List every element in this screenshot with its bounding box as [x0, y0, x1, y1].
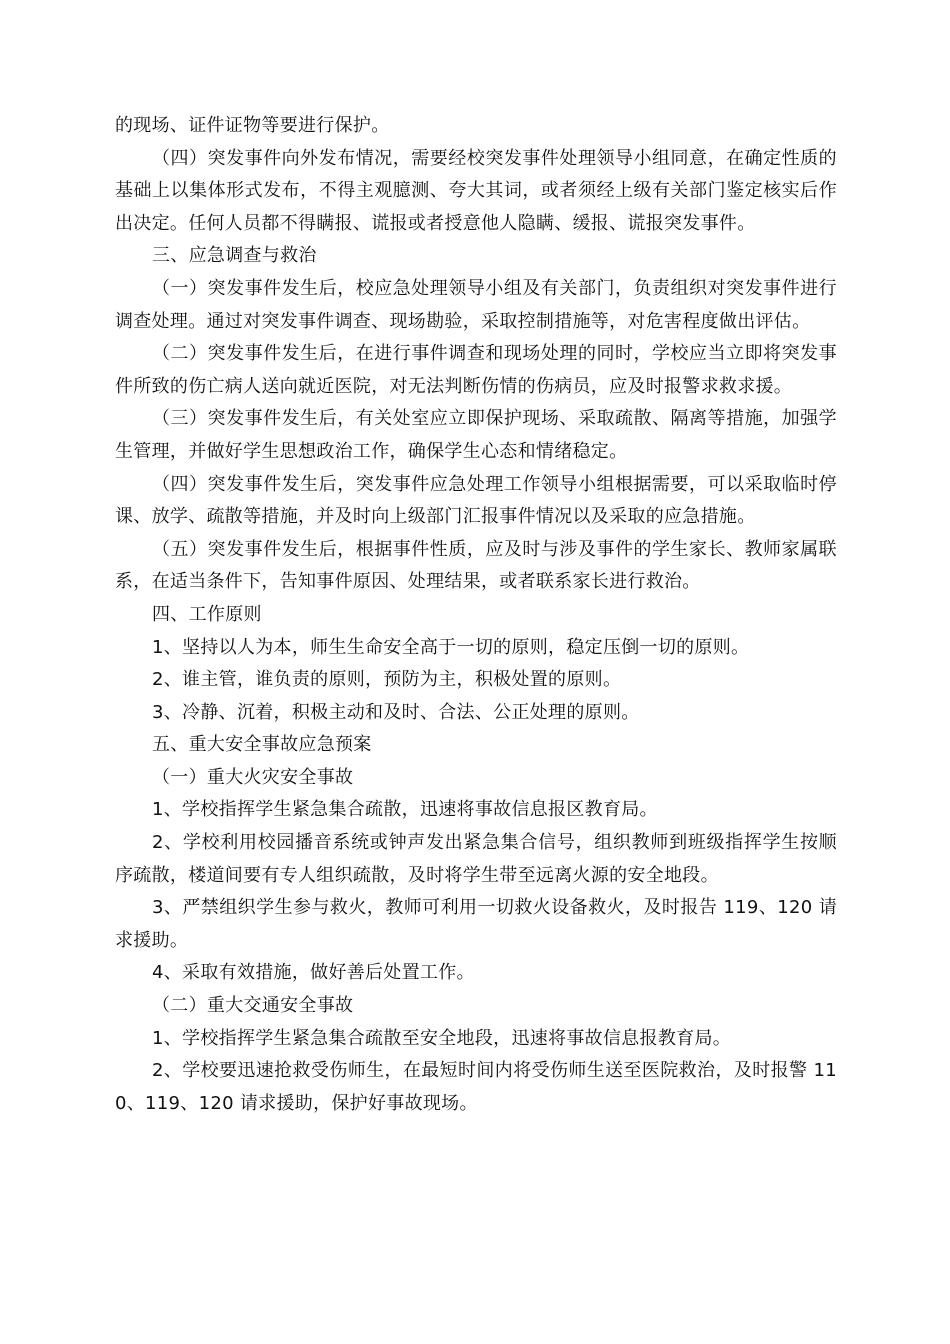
paragraph: （四）突发事件发生后，突发事件应急处理工作领导小组根据需要，可以采取临时停课、放学、疏散等措施，并及时向上级部门汇报事件情况以及采取的应急措施。 [115, 473, 837, 528]
paragraph: （二）突发事件发生后，在进行事件调查和现场处理的同时，学校应当立即将突发事件所致的伤亡病人送向就近医院，对无法判断伤情的伤病员，应及时报警求救求援。 [115, 343, 837, 397]
subsection-heading: （二）重大交通安全事故 [152, 995, 354, 1017]
list-item: 3、冷静、沉着，积极主动和及时、合法、公正处理的原则。 [152, 701, 640, 723]
list-item: 1、学校指挥学生紧急集合疏散，迅速将事故信息报区教育局。 [152, 799, 658, 821]
list-item: 2、学校要迅速抢救受伤师生，在最短时间内将受伤师生送至医院救治，及时报警 110、119、120 请求援助，保护好事故现场。 [115, 1060, 837, 1114]
subsection-heading: （一）重大火灾安全事故 [152, 766, 354, 788]
section-heading: 五、重大安全事故应急预案 [152, 734, 372, 756]
list-item: 3、严禁组织学生参与救火，教师可利用一切救火设备救火，及时报告 119、120 请求援助。 [115, 897, 837, 951]
section-heading: 四、工作原则 [152, 603, 262, 625]
paragraph: （一）突发事件发生后，校应急处理领导小组及有关部门，负责组织对突发事件进行调查处理。通过对突发事件调查、现场勘验，采取控制措施等，对危害程度做出评估。 [115, 277, 837, 332]
paragraph: （三）突发事件发生后，有关处室应立即保护现场、采取疏散、隔离等措施，加强学生管理，并做好学生思想政治工作，确保学生心态和情绪稳定。 [115, 408, 837, 462]
document-body [115, 110, 837, 1120]
list-item: 2、谁主管，谁负责的原则，预防为主，积极处置的原则。 [152, 669, 622, 691]
list-item: 4、采取有效措施，做好善后处置工作。 [152, 962, 475, 984]
section-heading: 三、应急调查与救治 [152, 245, 317, 267]
list-item: 1、坚持以人为本，师生生命安全高于一切的原则，稳定压倒一切的原则。 [152, 636, 750, 658]
list-item: 2、学校利用校园播音系统或钟声发出紧急集合信号，组织教师到班级指挥学生按顺序疏散，楼道间要有专人组织疏散，及时将学生带至远离火源的安全地段。 [115, 832, 837, 886]
list-item: 1、学校指挥学生紧急集合疏散至安全地段，迅速将事故信息报教育局。 [152, 1027, 732, 1049]
paragraph: （四）突发事件向外发布情况，需要经校突发事件处理领导小组同意，在确定性质的基础上以集体形式发布，不得主观臆测、夸大其词，或者须经上级有关部门鉴定核实后作出决定。任何人员都不得瞒报、谎报或者授意他人隐瞒、缓报、谎报突发事件。 [115, 147, 837, 234]
paragraph: 的现场、证件证物等要进行保护。 [115, 115, 390, 136]
paragraph: （五）突发事件发生后，根据事件性质，应及时与涉及事件的学生家长、教师家属联系，在适当条件下，告知事件原因、处理结果，或者联系家长进行救治。 [115, 538, 837, 593]
